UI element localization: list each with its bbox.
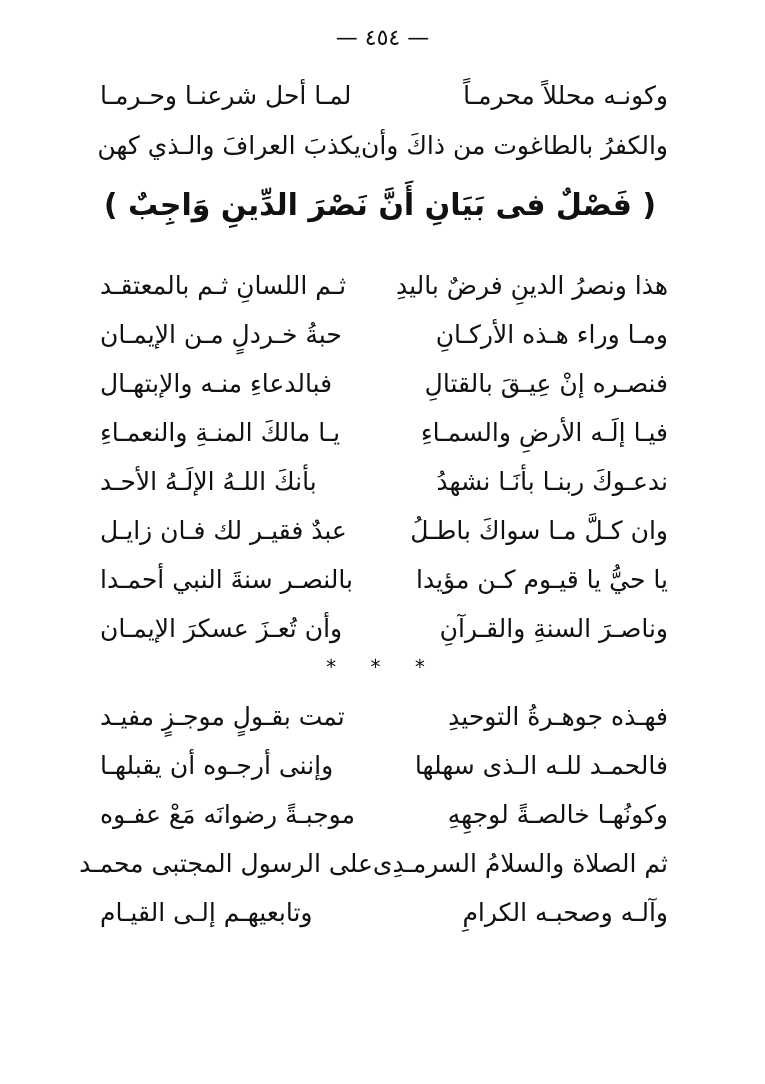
hemistich-left: حبةُ خـردلٍ مـن الإيمـان — [100, 319, 342, 349]
hemistich-right: وان كـلَّ مـا سواكَ باطـلُ — [410, 515, 668, 545]
hemistich-right: وكونُهـا خالصـةً لوجهِهِ — [447, 799, 668, 829]
hemistich-left: يـا مالكَ المنـةِ والنعمـاءِ — [100, 417, 341, 447]
section-heading: ( فَصْلٌ فى بَيَانِ أَنَّ نَصْرَ الدِّينِ وَاجِبٌ ) — [103, 188, 657, 223]
verse-line — [100, 791, 668, 837]
hemistich-right: ومـا وراء هـذه الأركـانِ — [435, 319, 668, 349]
verse-line — [100, 409, 668, 455]
verse-line — [100, 360, 668, 406]
verse-line — [100, 605, 668, 651]
verse-line — [100, 458, 668, 504]
verse-line — [100, 262, 668, 308]
verse-line — [100, 889, 668, 935]
hemistich-right: يا حيُّ يا قيـوم كـن مؤيدا — [416, 564, 668, 594]
page-number: — ٤٥٤ — — [335, 26, 430, 51]
section-separator: * * * — [326, 655, 439, 679]
hemistich-left: وأن تُعـزَ عسكرَ الإيمـان — [100, 613, 343, 643]
hemistich-right: وآلـه وصحبـه الكرامِ — [462, 897, 668, 927]
hemistich-left: موجبـةً رضوانَه مَعْ عفـوه — [100, 799, 355, 829]
hemistich-left: ثـم اللسانِ ثـم بالمعتقـد — [100, 270, 347, 300]
hemistich-right: والكفرُ بالطاغوت من ذاكَ وأن — [361, 130, 668, 160]
hemistich-right: ثم الصلاة والسلامُ السرمـدِى — [372, 848, 668, 878]
hemistich-left: يكذبَ العرافَ والـذي كهن — [97, 130, 361, 160]
hemistich-right: وناصـرَ السنةِ والقـرآنِ — [439, 613, 668, 643]
hemistich-left: بالنصـر سنةَ النبي أحمـدا — [100, 564, 354, 594]
verse-line — [100, 556, 668, 602]
hemistich-right: فنصـره إنْ عِيـقَ بالقتالِ — [424, 368, 668, 398]
verse-line — [100, 742, 668, 788]
hemistich-right: فيـا إلَـه الأرضِ والسمـاءِ — [420, 417, 668, 447]
verse-line — [97, 122, 668, 168]
verse-line — [100, 72, 668, 118]
hemistich-right: ندعـوكَ ربنـا بأنَـا نشهدُ — [436, 466, 668, 496]
hemistich-right: هذا ونصرُ الدينِ فرضٌ باليدِ — [395, 270, 668, 300]
hemistich-left: على الرسول المجتبى محمـد — [79, 848, 373, 878]
verse-line — [100, 507, 668, 553]
verse-line — [100, 693, 668, 739]
hemistich-left: وتابعيهـم إلـى القيـام — [100, 897, 313, 927]
hemistich-left: فبالدعاءِ منـه والإبتهـال — [100, 368, 333, 398]
hemistich-left: بأنكَ اللـهُ الإلَـهُ الأحـد — [100, 466, 317, 496]
hemistich-left: تمت بقـولٍ موجـزٍ مفيـد — [100, 701, 345, 731]
hemistich-left: وإننى أرجـوه أن يقبلهـا — [100, 750, 334, 780]
verse-line — [79, 840, 668, 886]
hemistich-left: عبدٌ فقيـر لك فـان زايـل — [100, 515, 347, 545]
hemistich-right: فهـذه جوهـرةُ التوحيدِ — [448, 701, 668, 731]
hemistich-right: وكونـه محللاً محرمـاً — [463, 80, 668, 110]
verse-line — [100, 311, 668, 357]
hemistich-right: فالحمـد للـه الـذى سهلها — [414, 750, 668, 780]
hemistich-left: لمـا أحل شرعنـا وحـرمـا — [100, 80, 352, 110]
